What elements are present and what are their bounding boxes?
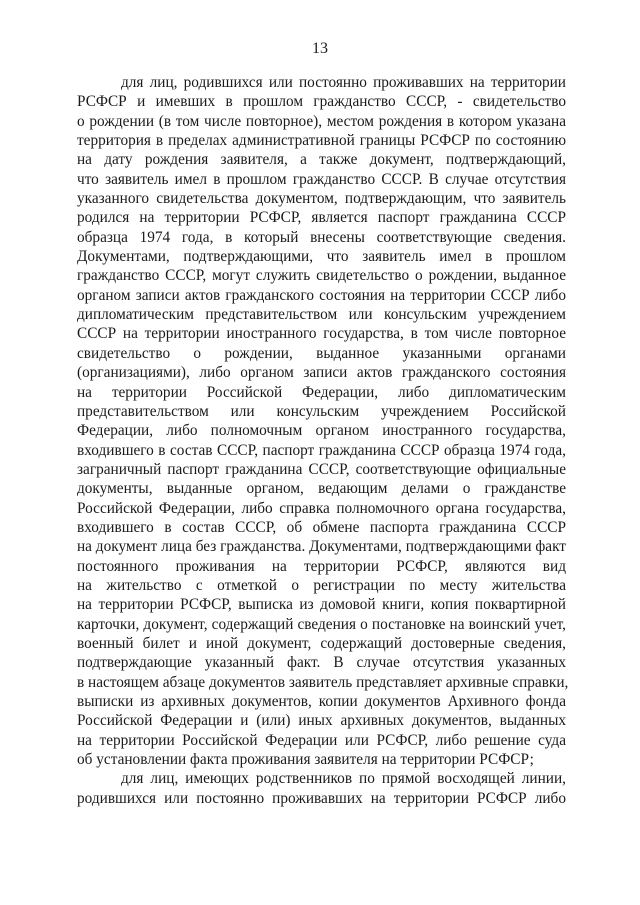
text-line: Федерации, либо полномочным органом иностранного государства, bbox=[77, 422, 566, 440]
text-line: родился на территории РСФСР, является паспорт гражданина СССР bbox=[77, 209, 566, 227]
text-line: родившихся или постоянно проживавших на территории РСФСР либо bbox=[77, 789, 566, 807]
text-line: гражданство СССР, могут служить свидетельство о рождении, выданное bbox=[77, 267, 566, 285]
text-line: на территории РСФСР, выписка из домовой книги, копия поквартирной bbox=[77, 596, 566, 614]
text-line: карточки, документ, содержащий сведения о постановке на воинский учет, bbox=[77, 615, 566, 633]
text-line: образца 1974 года, в который внесены соответствующие сведения. bbox=[77, 228, 566, 246]
text-line: в настоящем абзаце документов заявитель представляет архивные справки, bbox=[77, 673, 569, 691]
paragraph bbox=[77, 769, 566, 808]
text-line: на дату рождения заявителя, а также документ, подтверждающий, bbox=[77, 151, 566, 169]
text-line: территория в пределах административной границы РСФСР по состоянию bbox=[77, 132, 566, 150]
text-line: для лиц, имеющих родственников по прямой восходящей линии, bbox=[121, 770, 566, 788]
text-line: Российской Федерации и (или) иных архивных документов, выданных bbox=[77, 712, 566, 730]
text-line: входившего в состав СССР, паспорт гражданина СССР образца 1974 года, bbox=[77, 441, 566, 459]
text-line: дипломатическим представительством или консульским учреждением bbox=[77, 306, 566, 324]
text-line: военный билет и иной документ, содержащий достоверные сведения, bbox=[77, 634, 566, 652]
text-line: что заявитель имел в прошлом гражданство СССР. В случае отсутствия bbox=[77, 170, 566, 188]
text-line: выписки из архивных документов, копии документов Архивного фонда bbox=[77, 693, 566, 710]
text-line: заграничный паспорт гражданина СССР, соответствующие официальные bbox=[77, 460, 566, 478]
text-line: документы, выданные органом, ведающим делами о гражданстве bbox=[77, 480, 566, 498]
paragraph bbox=[77, 73, 569, 769]
text-line: для лиц, родившихся или постоянно проживавших на территории bbox=[121, 74, 566, 91]
document-body bbox=[77, 73, 569, 808]
text-line: указанного свидетельства документом, подтверждающим, что заявитель bbox=[77, 190, 566, 208]
text-line: представительством или консульским учреждением Российской bbox=[77, 402, 566, 420]
text-line: входившего в состав СССР, об обмене паспорта гражданина СССР bbox=[77, 518, 566, 536]
text-line: СССР на территории иностранного государства, в том числе повторное bbox=[77, 325, 566, 343]
text-line: на территории Российской Федерации или РСФСР, либо решение суда bbox=[77, 731, 566, 749]
text-line: на документ лица без гражданства. Документами, подтверждающими факт bbox=[77, 538, 566, 556]
text-line: свидетельство о рождении, выданное указанными органами bbox=[77, 344, 566, 362]
text-line: Документами, подтверждающими, что заявитель имел в прошлом bbox=[77, 248, 566, 266]
text-line: (организациями), либо органом записи актов гражданского состояния bbox=[77, 364, 566, 382]
text-line: подтверждающие указанный факт. В случае отсутствия указанных bbox=[77, 654, 566, 672]
text-line: о рождении (в том числе повторное), местом рождения в котором указана bbox=[77, 112, 566, 130]
text-line: на территории Российской Федерации, либо дипломатическим bbox=[77, 383, 566, 401]
text-line: постоянного проживания на территории РСФСР, являются вид bbox=[77, 557, 566, 575]
page-number: 13 bbox=[312, 40, 328, 57]
text-line: Российской Федерации, либо справка полномочного органа государства, bbox=[77, 499, 566, 517]
text-line: об установлении факта проживания заявителя на территории РСФСР; bbox=[77, 751, 534, 769]
text-line: РСФСР и имевших в прошлом гражданство СССР, - свидетельство bbox=[77, 93, 566, 111]
text-line: на жительство с отметкой о регистрации по месту жительства bbox=[77, 576, 566, 594]
text-line: органом записи актов гражданского состояния на территории СССР либо bbox=[77, 286, 566, 304]
